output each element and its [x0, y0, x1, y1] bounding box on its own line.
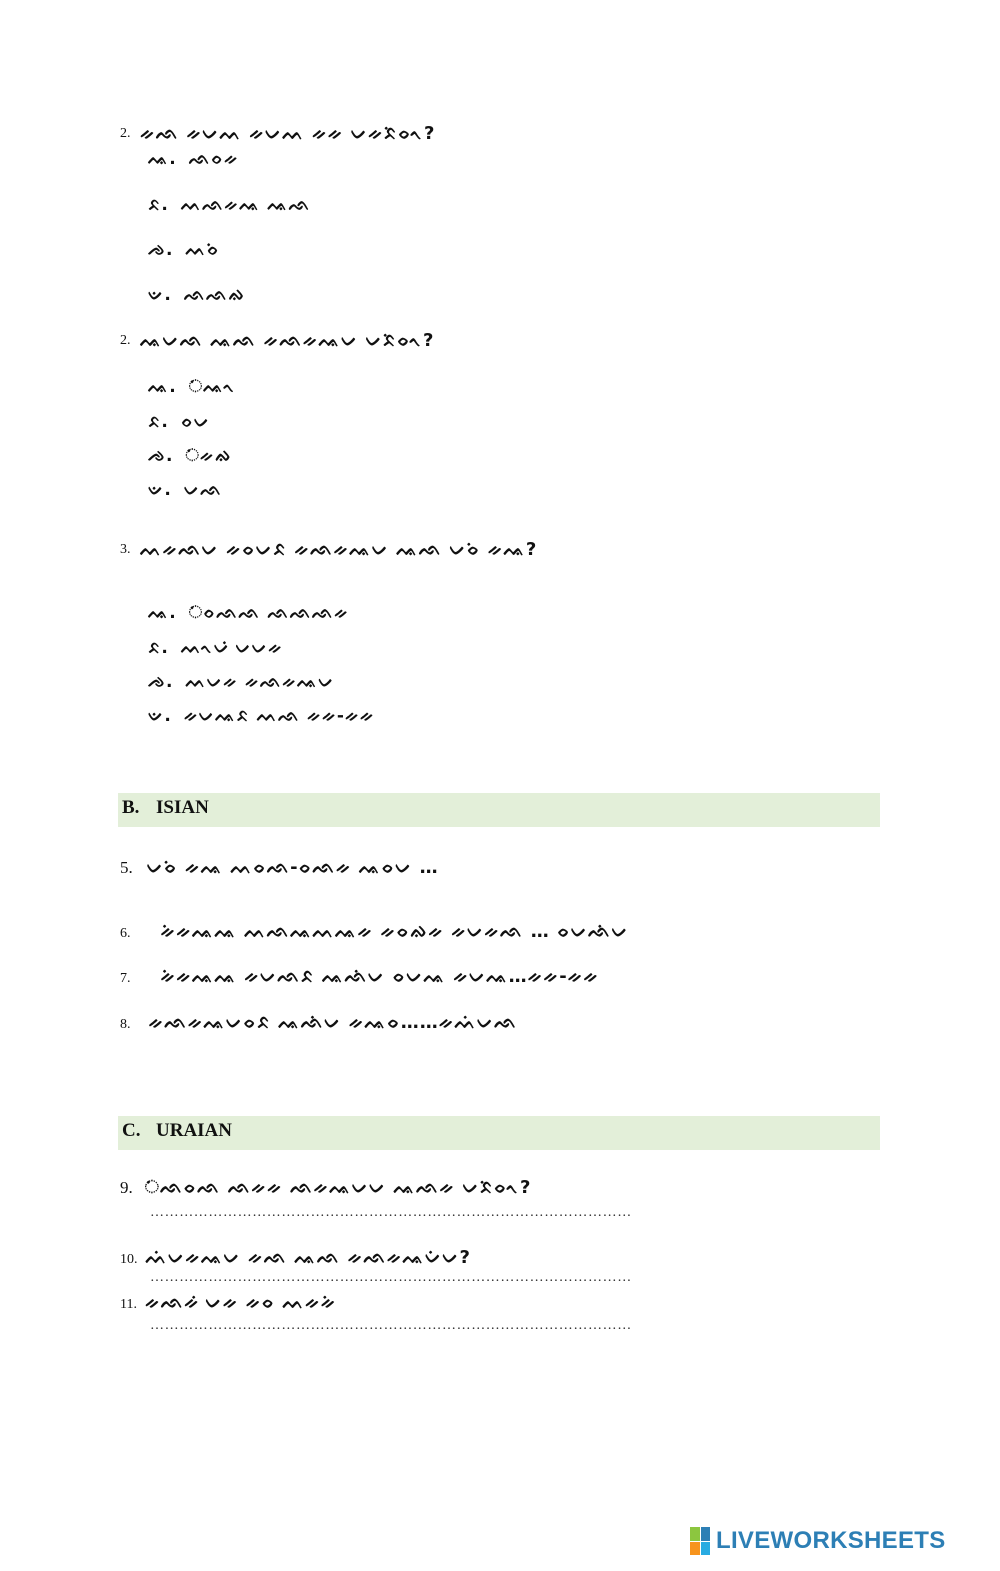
- option-label: ᨉ.: [148, 285, 172, 305]
- option-text: ᨓᨔᨗ: [185, 240, 220, 260]
- item-text: ᨀᨒᨀ ᨗᨆᨀ ᨀᨔ ᨓᨀᨀᨗ: [144, 1292, 337, 1313]
- logo-tile: [701, 1542, 711, 1556]
- brand-name: LIVEWORKSHEETS: [716, 1527, 946, 1554]
- section-letter: B.: [122, 797, 140, 818]
- option-label: ᨉ.: [148, 480, 172, 500]
- question-text: ᨀᨒ ᨀᨆᨓ ᨀᨆᨓ ᨀᨀ ᨆᨀᨅᨗᨔᨚ?: [140, 123, 436, 144]
- option-c[interactable]: [148, 446, 232, 466]
- item-number: 7.: [120, 971, 131, 986]
- option-label: ᨅ.: [148, 412, 169, 432]
- option-c[interactable]: [148, 672, 335, 692]
- option-text: ᨒᨒᨁ: [183, 285, 246, 305]
- option-text: ᨗᨕᨚ: [188, 377, 237, 397]
- section-letter: C.: [122, 1120, 141, 1141]
- item-number: 8.: [120, 1017, 131, 1032]
- item-number: 5.: [120, 858, 133, 877]
- option-a[interactable]: [148, 603, 349, 623]
- option-label: ᨌ.: [148, 240, 174, 260]
- option-label: ᨉ.: [148, 706, 172, 726]
- question-text: ᨓᨀᨒᨆ ᨀᨔᨆᨅ ᨀᨒᨀᨕᨆ ᨕᨒ ᨆᨔᨗ ᨀᨕ?: [140, 539, 538, 560]
- logo-tile: [690, 1527, 700, 1541]
- option-text: ᨀᨆᨕᨅ ᨓᨒ ᨀᨀ-ᨀᨀ: [183, 706, 375, 726]
- option-d[interactable]: [148, 706, 375, 726]
- option-b[interactable]: [148, 195, 311, 215]
- fill-item-6[interactable]: [120, 921, 629, 942]
- option-label: ᨌ.: [148, 446, 174, 466]
- option-text: ᨓᨒᨀᨕ ᨕᨒ: [180, 195, 311, 215]
- fill-item-7[interactable]: [120, 966, 599, 987]
- section-heading: ISIAN: [156, 797, 209, 818]
- item-number: 6.: [120, 926, 131, 941]
- option-label: ᨕ.: [148, 603, 177, 623]
- essay-item-11: [120, 1292, 337, 1313]
- fill-item-8[interactable]: [120, 1012, 518, 1033]
- item-text: ᨗᨒᨔᨒ ᨒᨀᨀ ᨒᨀᨕᨆᨆ ᨕᨒᨀ ᨆᨅᨗᨔᨚ?: [144, 1177, 532, 1198]
- section-b-header: [118, 793, 880, 827]
- item-text: ᨀᨗᨀᨕᨕ ᨀᨆᨒᨅ ᨕᨒᨗᨆ ᨔᨆᨕ ᨀᨆᨕ…ᨀᨀ-ᨀᨀ: [160, 966, 600, 987]
- option-a[interactable]: [148, 377, 236, 397]
- option-text: ᨗᨔᨒᨒ ᨒᨒᨒᨀ: [188, 603, 350, 623]
- logo-tile: [690, 1542, 700, 1556]
- item-number: 11.: [120, 1297, 137, 1312]
- answer-line-10[interactable]: ………………………………………………………………………………………: [150, 1270, 632, 1285]
- option-text: ᨓᨚᨆ ᨗᨆᨆᨀ: [180, 638, 284, 658]
- liveworksheets-brand[interactable]: [690, 1526, 946, 1556]
- essay-item-10: [120, 1247, 471, 1268]
- option-d[interactable]: [148, 285, 246, 305]
- section-b-title: [122, 797, 209, 819]
- option-b[interactable]: [148, 638, 283, 658]
- option-text: ᨗᨀᨁ: [185, 446, 233, 466]
- option-label: ᨌ.: [148, 672, 174, 692]
- option-label: ᨕ.: [148, 377, 177, 397]
- option-label: ᨕ.: [148, 149, 177, 169]
- essay-item-9: [120, 1177, 531, 1198]
- answer-line-9[interactable]: ………………………………………………………………………………………: [150, 1205, 632, 1220]
- question-number: 3.: [120, 542, 131, 557]
- option-text: ᨔᨆ: [180, 412, 211, 432]
- option-b[interactable]: [148, 412, 210, 432]
- item-text: ᨆᨔᨗ ᨀᨕ ᨓᨔᨒ-ᨔᨒᨀ ᨕᨔᨆ …: [146, 857, 439, 878]
- section-c-header: [118, 1116, 880, 1150]
- section-heading: URAIAN: [156, 1120, 232, 1141]
- option-text: ᨓᨆᨀ ᨀᨒᨀᨕᨆ: [185, 672, 335, 692]
- section-c-title: [122, 1120, 232, 1142]
- answer-line-11[interactable]: ………………………………………………………………………………………: [150, 1318, 632, 1333]
- item-text: ᨀᨒᨀᨕᨆᨔᨅ ᨕᨒᨗᨆ ᨀᨕᨔ……ᨀᨓᨗᨆᨒ: [148, 1012, 518, 1033]
- option-text: ᨒᨔᨀ: [188, 149, 239, 169]
- option-label: ᨅ.: [148, 195, 169, 215]
- liveworksheets-logo-icon: [690, 1527, 710, 1555]
- item-text: ᨓᨗᨆᨀᨕᨆ ᨀᨒ ᨕᨒ ᨀᨒᨀᨕᨆᨗᨆ?: [145, 1247, 471, 1268]
- item-number: 9.: [120, 1178, 133, 1197]
- option-label: ᨅ.: [148, 638, 169, 658]
- logo-tile: [701, 1527, 711, 1541]
- question-number: 2.: [120, 333, 131, 348]
- item-text: ᨀᨗᨀᨕᨕ ᨓᨒᨕᨓᨕᨀ ᨀᨔᨁᨀ ᨀᨆᨀᨒ … ᨔᨆᨒᨗᨆ: [160, 921, 629, 942]
- question-number: 2.: [120, 126, 131, 141]
- option-text: ᨆᨒ: [183, 480, 223, 500]
- option-c[interactable]: [148, 240, 220, 260]
- fill-item-5[interactable]: [120, 857, 439, 878]
- item-number: 10.: [120, 1252, 138, 1267]
- option-d[interactable]: [148, 480, 222, 500]
- question-text: ᨕᨆᨒ ᨕᨒ ᨀᨒᨀᨕᨆ ᨆᨅᨗᨔᨚ?: [140, 330, 435, 351]
- option-a[interactable]: [148, 149, 239, 169]
